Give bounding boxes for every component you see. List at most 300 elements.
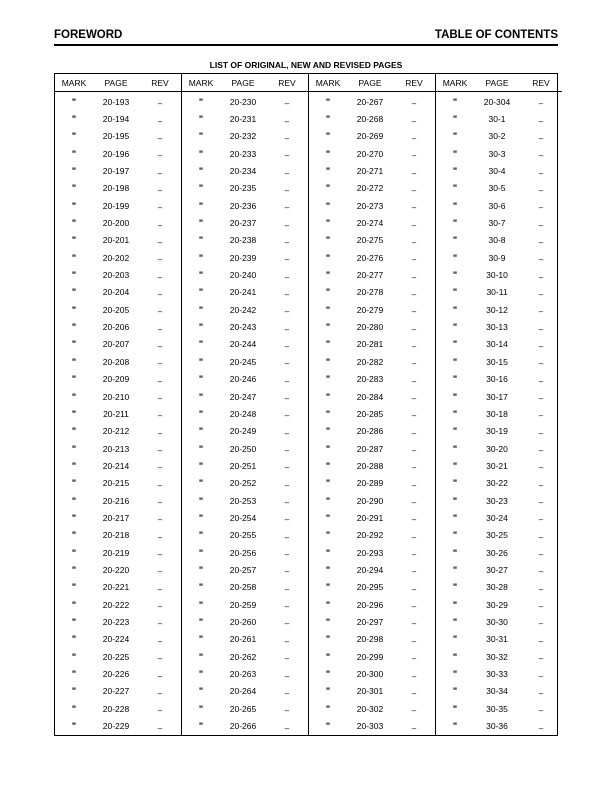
row-rev: –: [284, 341, 290, 351]
table-row: [436, 214, 562, 231]
row-rev: –: [157, 376, 163, 386]
row-mark: ": [198, 634, 204, 645]
table-row: [436, 232, 562, 249]
row-rev: –: [538, 359, 544, 369]
table-row: [436, 544, 562, 561]
row-mark: ": [452, 616, 458, 627]
row-mark: ": [71, 478, 77, 489]
table-row: [309, 388, 435, 405]
row-rev: –: [284, 289, 290, 299]
row-page: 20-267: [356, 96, 384, 107]
table-row: [182, 457, 308, 474]
row-rev: –: [538, 602, 544, 612]
row-mark: ": [71, 703, 77, 714]
row-mark: ": [71, 200, 77, 211]
row-page: 20-234: [229, 166, 257, 177]
table-row: [309, 318, 435, 335]
header-rev: REV: [532, 77, 550, 88]
table-row: [436, 613, 562, 630]
row-rev: –: [284, 359, 290, 369]
row-rev: –: [284, 272, 290, 282]
table-row: [309, 162, 435, 179]
row-mark: ": [325, 252, 331, 263]
row-mark: ": [325, 114, 331, 125]
row-rev: –: [538, 515, 544, 525]
row-page: 20-224: [102, 634, 130, 645]
row-page: 20-268: [356, 114, 384, 125]
row-mark: ": [325, 356, 331, 367]
row-mark: ": [452, 686, 458, 697]
row-page: 20-289: [356, 478, 384, 489]
row-mark: ": [71, 564, 77, 575]
table-row: [55, 648, 181, 665]
table-row: [55, 214, 181, 231]
row-page: 30-18: [486, 408, 508, 419]
row-rev: –: [411, 654, 417, 664]
row-page: 20-263: [229, 669, 257, 680]
table-row: [309, 93, 435, 110]
row-mark: ": [71, 252, 77, 263]
row-rev: –: [411, 584, 417, 594]
row-rev: –: [157, 203, 163, 213]
row-page: 20-216: [102, 495, 130, 506]
row-page: 20-256: [229, 547, 257, 558]
row-page: 30-9: [488, 252, 506, 263]
row-page: 20-293: [356, 547, 384, 558]
row-mark: ": [452, 252, 458, 263]
table-row: [436, 423, 562, 440]
table-row: [55, 353, 181, 370]
row-mark: ": [71, 408, 77, 419]
row-mark: ": [71, 443, 77, 454]
table-row: [436, 579, 562, 596]
row-page: 20-209: [102, 374, 130, 385]
row-mark: ": [325, 495, 331, 506]
row-rev: –: [538, 463, 544, 473]
row-mark: ": [452, 96, 458, 107]
table-row: [182, 665, 308, 682]
row-rev: –: [411, 463, 417, 473]
table-row: [309, 301, 435, 318]
table-row: [182, 561, 308, 578]
row-page: 30-22: [486, 478, 508, 489]
table-row: [182, 405, 308, 422]
row-page: 20-288: [356, 460, 384, 471]
row-mark: ": [198, 599, 204, 610]
table-row: [182, 717, 308, 734]
row-rev: –: [157, 446, 163, 456]
table-row: [55, 266, 181, 283]
table-row: [55, 475, 181, 492]
row-page: 20-199: [102, 200, 130, 211]
row-mark: ": [71, 651, 77, 662]
row-rev: –: [284, 550, 290, 560]
row-page: 30-35: [486, 703, 508, 714]
table-row: [309, 110, 435, 127]
row-rev: –: [411, 289, 417, 299]
table-row: [309, 579, 435, 596]
row-mark: ": [452, 166, 458, 177]
row-mark: ": [198, 391, 204, 402]
table-row: [436, 353, 562, 370]
row-page: 20-255: [229, 530, 257, 541]
row-page: 20-248: [229, 408, 257, 419]
table-row: [309, 405, 435, 422]
row-mark: ": [325, 408, 331, 419]
row-rev: –: [411, 307, 417, 317]
row-page: 30-2: [488, 131, 506, 142]
row-mark: ": [71, 148, 77, 159]
table-row: [436, 284, 562, 301]
row-rev: –: [157, 688, 163, 698]
row-page: 30-33: [486, 669, 508, 680]
row-mark: ": [452, 287, 458, 298]
table-row: [309, 197, 435, 214]
table-row: [309, 700, 435, 717]
row-rev: –: [157, 532, 163, 542]
table-row: [55, 249, 181, 266]
row-mark: ": [71, 356, 77, 367]
row-rev: –: [284, 654, 290, 664]
row-page: 30-32: [486, 651, 508, 662]
row-page: 20-279: [356, 304, 384, 315]
table-row: [182, 232, 308, 249]
table-row: [309, 336, 435, 353]
row-page: 30-20: [486, 443, 508, 454]
row-rev: –: [538, 255, 544, 265]
row-page: 20-254: [229, 512, 257, 523]
row-rev: –: [411, 723, 417, 733]
row-rev: –: [411, 515, 417, 525]
column-header-row: [55, 74, 181, 92]
table-row: [436, 665, 562, 682]
row-rev: –: [284, 671, 290, 681]
row-mark: ": [325, 599, 331, 610]
row-page: 20-292: [356, 530, 384, 541]
row-rev: –: [157, 671, 163, 681]
row-mark: ": [325, 96, 331, 107]
row-page: 20-197: [102, 166, 130, 177]
row-rev: –: [157, 220, 163, 230]
row-rev: –: [284, 133, 290, 143]
row-rev: –: [157, 324, 163, 334]
row-rev: –: [538, 550, 544, 560]
table-row: [55, 128, 181, 145]
table-row: [309, 544, 435, 561]
row-mark: ": [198, 218, 204, 229]
row-rev: –: [411, 99, 417, 109]
column-header-row: [309, 74, 435, 92]
table-column-group: [182, 74, 309, 735]
row-page: 30-15: [486, 356, 508, 367]
table-column-group: [55, 74, 182, 735]
row-page: 20-274: [356, 218, 384, 229]
row-mark: ": [71, 114, 77, 125]
table-row: [309, 249, 435, 266]
row-mark: ": [71, 512, 77, 523]
row-page: 20-275: [356, 235, 384, 246]
table-row: [55, 596, 181, 613]
row-rev: –: [157, 255, 163, 265]
row-page: 20-273: [356, 200, 384, 211]
row-mark: ": [452, 114, 458, 125]
row-mark: ": [452, 235, 458, 246]
row-rev: –: [538, 307, 544, 317]
table-row: [182, 440, 308, 457]
row-mark: ": [452, 547, 458, 558]
table-row: [55, 544, 181, 561]
table-row: [182, 145, 308, 162]
row-page: 20-219: [102, 547, 130, 558]
header-page: PAGE: [358, 77, 382, 88]
row-mark: ": [198, 408, 204, 419]
row-mark: ": [71, 218, 77, 229]
row-page: 30-8: [488, 235, 506, 246]
table-row: [182, 544, 308, 561]
header-page: PAGE: [485, 77, 509, 88]
row-page: 20-271: [356, 166, 384, 177]
row-mark: ": [325, 148, 331, 159]
row-rev: –: [538, 532, 544, 542]
table-row: [436, 631, 562, 648]
row-mark: ": [198, 374, 204, 385]
row-rev: –: [538, 168, 544, 178]
row-rev: –: [538, 619, 544, 629]
row-rev: –: [538, 324, 544, 334]
row-mark: ": [452, 426, 458, 437]
row-page: 30-34: [486, 686, 508, 697]
row-mark: ": [198, 616, 204, 627]
row-page: 20-303: [356, 721, 384, 732]
row-mark: ": [452, 564, 458, 575]
row-page: 20-259: [229, 599, 257, 610]
table-row: [182, 371, 308, 388]
row-mark: ": [452, 478, 458, 489]
row-page: 20-291: [356, 512, 384, 523]
table-row: [55, 371, 181, 388]
row-page: 20-295: [356, 582, 384, 593]
row-page: 30-7: [488, 218, 506, 229]
row-mark: ": [325, 339, 331, 350]
row-rev: –: [157, 636, 163, 646]
table-row: [182, 214, 308, 231]
row-mark: ": [198, 582, 204, 593]
table-row: [436, 110, 562, 127]
row-rev: –: [157, 133, 163, 143]
row-page: 30-11: [486, 287, 508, 298]
table-row: [182, 93, 308, 110]
table-row: [182, 700, 308, 717]
row-mark: ": [71, 582, 77, 593]
table-row: [436, 93, 562, 110]
row-mark: ": [71, 686, 77, 697]
row-page: 20-218: [102, 530, 130, 541]
row-mark: ": [325, 304, 331, 315]
row-mark: ": [71, 304, 77, 315]
row-rev: –: [411, 688, 417, 698]
row-rev: –: [284, 307, 290, 317]
row-mark: ": [198, 426, 204, 437]
row-rev: –: [284, 99, 290, 109]
table-row: [182, 353, 308, 370]
row-page: 20-222: [102, 599, 130, 610]
table-row: [436, 492, 562, 509]
table-row: [55, 232, 181, 249]
row-mark: ": [198, 114, 204, 125]
table-row: [309, 475, 435, 492]
row-page: 30-26: [486, 547, 508, 558]
table-row: [182, 284, 308, 301]
table-row: [55, 683, 181, 700]
row-mark: ": [71, 616, 77, 627]
table-row: [182, 162, 308, 179]
row-page: 20-201: [102, 235, 130, 246]
row-page: 20-243: [229, 322, 257, 333]
table-row: [309, 561, 435, 578]
row-mark: ": [198, 252, 204, 263]
row-mark: ": [71, 235, 77, 246]
row-mark: ": [71, 270, 77, 281]
row-page: 20-296: [356, 599, 384, 610]
table-row: [182, 596, 308, 613]
row-mark: ": [198, 512, 204, 523]
row-page: 30-28: [486, 582, 508, 593]
row-rev: –: [538, 237, 544, 247]
row-mark: ": [325, 616, 331, 627]
row-mark: ": [198, 183, 204, 194]
table-row: [309, 353, 435, 370]
row-rev: –: [538, 446, 544, 456]
row-mark: ": [325, 530, 331, 541]
row-mark: ": [71, 547, 77, 558]
row-page: 20-287: [356, 443, 384, 454]
table-row: [309, 683, 435, 700]
row-mark: ": [198, 322, 204, 333]
row-page: 30-17: [486, 391, 508, 402]
row-mark: ": [198, 235, 204, 246]
header-rev: REV: [405, 77, 423, 88]
row-rev: –: [538, 671, 544, 681]
table-row: [436, 648, 562, 665]
table-row: [436, 457, 562, 474]
row-page: 20-235: [229, 183, 257, 194]
row-page: 20-242: [229, 304, 257, 315]
row-rev: –: [284, 602, 290, 612]
row-mark: ": [198, 495, 204, 506]
row-rev: –: [411, 151, 417, 161]
row-page: 30-19: [486, 426, 508, 437]
row-rev: –: [411, 498, 417, 508]
table-row: [436, 596, 562, 613]
row-page: 20-272: [356, 183, 384, 194]
row-mark: ": [452, 200, 458, 211]
row-mark: ": [452, 599, 458, 610]
table-row: [182, 128, 308, 145]
row-rev: –: [284, 428, 290, 438]
row-rev: –: [538, 567, 544, 577]
table-row: [309, 266, 435, 283]
row-mark: ": [198, 547, 204, 558]
row-rev: –: [284, 706, 290, 716]
row-mark: ": [452, 443, 458, 454]
row-page: 20-205: [102, 304, 130, 315]
table-row: [182, 249, 308, 266]
row-mark: ": [71, 166, 77, 177]
row-rev: –: [157, 498, 163, 508]
row-mark: ": [452, 651, 458, 662]
table-row: [436, 301, 562, 318]
row-page: 20-223: [102, 616, 130, 627]
row-rev: –: [411, 220, 417, 230]
row-page: 20-300: [356, 669, 384, 680]
row-mark: ": [71, 495, 77, 506]
table-row: [55, 405, 181, 422]
row-rev: –: [284, 151, 290, 161]
row-page: 20-302: [356, 703, 384, 714]
row-page: 20-220: [102, 564, 130, 575]
table-row: [182, 613, 308, 630]
row-mark: ": [198, 478, 204, 489]
row-rev: –: [538, 723, 544, 733]
row-page: 20-225: [102, 651, 130, 662]
row-rev: –: [411, 168, 417, 178]
table-row: [436, 700, 562, 717]
row-rev: –: [157, 515, 163, 525]
row-rev: –: [157, 185, 163, 195]
row-mark: ": [198, 703, 204, 714]
row-page: 20-265: [229, 703, 257, 714]
row-mark: ": [452, 270, 458, 281]
row-rev: –: [411, 255, 417, 265]
table-row: [436, 561, 562, 578]
row-rev: –: [284, 203, 290, 213]
row-mark: ": [452, 304, 458, 315]
header-left-title: FOREWORD: [54, 29, 123, 41]
row-mark: ": [71, 599, 77, 610]
header-mark: MARK: [188, 77, 214, 88]
row-page: 20-210: [102, 391, 130, 402]
row-mark: ": [452, 721, 458, 732]
row-rev: –: [157, 602, 163, 612]
table-row: [436, 717, 562, 734]
row-rev: –: [157, 428, 163, 438]
row-page: 30-4: [488, 166, 506, 177]
row-rev: –: [157, 341, 163, 351]
table-row: [55, 561, 181, 578]
row-page: 20-297: [356, 616, 384, 627]
row-rev: –: [284, 116, 290, 126]
row-rev: –: [411, 116, 417, 126]
row-page: 20-236: [229, 200, 257, 211]
row-page: 20-294: [356, 564, 384, 575]
row-page: 20-217: [102, 512, 130, 523]
header-page: PAGE: [231, 77, 255, 88]
row-rev: –: [284, 376, 290, 386]
row-mark: ": [71, 426, 77, 437]
row-rev: –: [157, 289, 163, 299]
row-rev: –: [411, 532, 417, 542]
row-rev: –: [411, 272, 417, 282]
table-row: [309, 492, 435, 509]
row-page: 20-257: [229, 564, 257, 575]
row-page: 20-241: [229, 287, 257, 298]
row-rev: –: [538, 636, 544, 646]
header-page: PAGE: [104, 77, 128, 88]
table-row: [309, 457, 435, 474]
row-page: 20-253: [229, 495, 257, 506]
table-row: [182, 266, 308, 283]
row-page: 20-264: [229, 686, 257, 697]
